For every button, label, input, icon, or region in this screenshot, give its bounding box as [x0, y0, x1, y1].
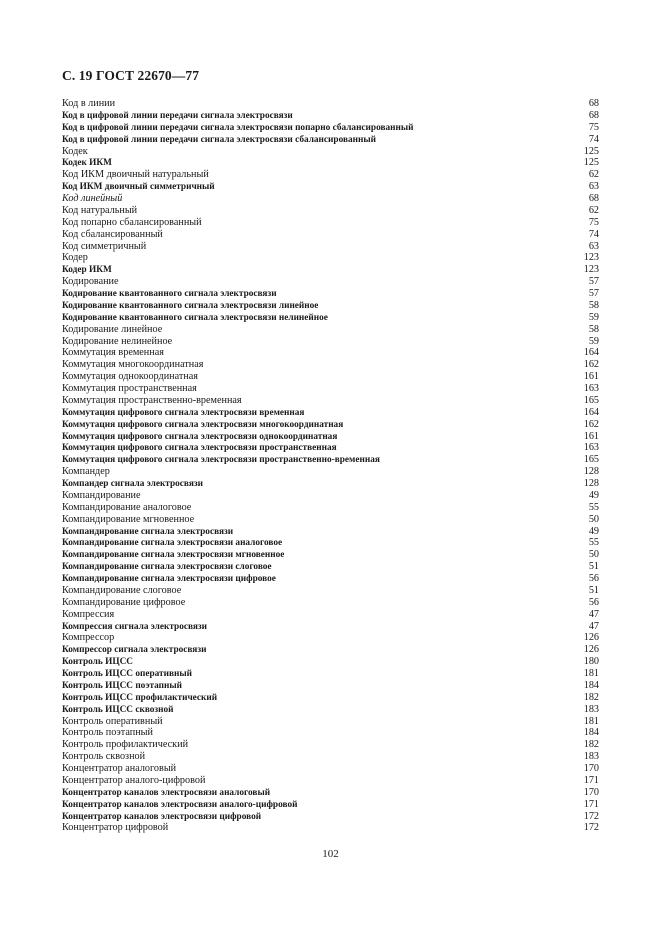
index-entry [62, 407, 599, 419]
index-term: Коммутация временная [62, 347, 164, 359]
index-page-ref: 63 [588, 181, 599, 193]
index-term: Концентратор цифровой [62, 822, 169, 834]
index-term: Контроль ИЦСС [62, 657, 134, 668]
index-entry [62, 110, 599, 122]
index-page-ref: 164 [583, 406, 599, 418]
index-term: Компрессия [62, 608, 115, 620]
index-term: Коммутация цифрового сигнала электросвязи однокоординатная [62, 431, 338, 442]
index-page-ref: 56 [588, 573, 599, 584]
index-entry [62, 252, 599, 264]
index-entry [62, 727, 599, 739]
index-entry [62, 395, 599, 407]
index-term: Код симметричный [62, 240, 147, 252]
index-term: Компандирование мгновенное [62, 513, 195, 525]
index-entry [62, 502, 599, 514]
index-entry [62, 751, 599, 763]
index-term: Кодек [62, 145, 88, 157]
index-term: Кодирование квантованного сигнала электросвязи [62, 289, 277, 299]
index-page-ref: 161 [583, 371, 599, 383]
index-entry [62, 122, 599, 134]
index-page-ref: 165 [583, 454, 599, 466]
index-term: Концентратор аналого-цифровой [62, 774, 206, 786]
index-page-ref: 50 [588, 513, 599, 525]
index-entry [62, 763, 599, 775]
index-page-ref: 171 [583, 774, 599, 786]
index-page-ref: 128 [583, 478, 599, 489]
index-entry [62, 454, 599, 466]
index-term: Концентратор каналов электросвязи аналоговый [62, 787, 271, 798]
index-term: Кодирование линейное [62, 323, 163, 335]
index-term: Компандирование слоговое [62, 584, 182, 596]
index-term: Кодер [62, 252, 88, 264]
index-page-ref: 162 [583, 359, 599, 371]
index-term: Коммутация многокоординатная [62, 359, 204, 371]
index-page-ref: 161 [583, 430, 599, 442]
index-page-ref: 182 [583, 739, 599, 751]
index-page-ref: 47 [588, 608, 599, 620]
index-page-ref: 184 [583, 679, 599, 691]
index-term: Код линейный [62, 193, 123, 204]
index-term: Компандирование аналоговое [62, 501, 192, 513]
index-page-ref: 184 [583, 727, 599, 739]
index-page-ref: 63 [588, 240, 599, 252]
index-page-ref: 123 [583, 264, 599, 276]
index-page-ref: 68 [588, 98, 599, 109]
index-page-ref: 170 [583, 786, 599, 798]
index-entry [62, 442, 599, 454]
index-page-ref: 57 [588, 288, 599, 299]
index-page-ref: 75 [588, 121, 599, 133]
index-page-ref: 125 [583, 145, 599, 157]
index-page-ref: 59 [588, 311, 599, 323]
index-page-ref: 181 [583, 715, 599, 727]
index-entry [62, 205, 599, 217]
index-entry [62, 668, 599, 680]
index-page-ref: 183 [583, 703, 599, 715]
index-term: Компандирование сигнала электросвязи [62, 526, 234, 537]
index-page-ref: 49 [588, 489, 599, 501]
index-page-ref: 181 [583, 668, 599, 679]
index-entry [62, 561, 599, 573]
index-page-ref: 55 [588, 501, 599, 513]
index-page-ref: 128 [583, 466, 599, 478]
index-entry [62, 359, 599, 371]
index-term: Коммутация однокоординатная [62, 371, 198, 383]
index-entry [62, 98, 599, 110]
index-entry [62, 169, 599, 181]
index-entry [62, 288, 599, 300]
index-term: Компандирование сигнала электросвязи мгновенное [62, 550, 285, 561]
index-entry [62, 739, 599, 751]
index-page-ref: 165 [583, 394, 599, 406]
index-term: Контроль оперативный [62, 715, 163, 727]
index-term: Контроль поэтапный [62, 727, 153, 739]
index-entry [62, 704, 599, 716]
index-term: Код в линии [62, 98, 116, 109]
index-page-ref: 58 [588, 323, 599, 335]
index-page-ref: 123 [583, 252, 599, 264]
index-page-ref: 75 [588, 216, 599, 228]
index-entry [62, 644, 599, 656]
index-entry [62, 514, 599, 526]
index-entry [62, 312, 599, 324]
index-page-ref: 51 [588, 584, 599, 596]
index-page-ref: 180 [583, 656, 599, 668]
index-page-ref: 126 [583, 632, 599, 644]
index-entry [62, 419, 599, 431]
index-term: Коммутация цифрового сигнала электросвязи временная [62, 407, 305, 418]
index-page-ref: 49 [588, 525, 599, 537]
index-page-ref: 57 [588, 276, 599, 288]
index-entry [62, 775, 599, 787]
index-term: Контроль ИЦСС поэтапный [62, 680, 183, 691]
index-entry [62, 680, 599, 692]
index-entry [62, 336, 599, 348]
index-term: Компандирование сигнала электросвязи цифровое [62, 574, 276, 584]
index-page-ref: 55 [588, 537, 599, 549]
index-term: Компандирование цифровое [62, 596, 186, 608]
index-entry [62, 787, 599, 799]
index-entry [62, 585, 599, 597]
index-entry [62, 229, 599, 241]
index-term: Компандирование сигнала электросвязи слоговое [62, 562, 272, 573]
index-page-ref: 68 [588, 109, 599, 121]
index-term: Концентратор аналоговый [62, 763, 177, 774]
index-entry [62, 157, 599, 169]
index-page-ref: 170 [583, 763, 599, 774]
index-term: Код натуральный [62, 204, 138, 216]
index-entry [62, 609, 599, 621]
index-term: Контроль ИЦСС сквозной [62, 704, 174, 715]
index-page-ref: 58 [588, 299, 599, 311]
index-term: Код сбалансированный [62, 228, 163, 240]
index-entry [62, 597, 599, 609]
index-page-ref: 62 [588, 204, 599, 216]
index-page-ref: 163 [583, 383, 599, 394]
index-term: Компрессор [62, 632, 115, 644]
index-entry [62, 324, 599, 336]
index-entry [62, 371, 599, 383]
index-entry [62, 549, 599, 561]
index-term: Коммутация пространственно-временная [62, 394, 242, 406]
index-term: Код в цифровой линии передачи сигнала электросвязи попарно сбалансированный [62, 122, 414, 133]
index-entry [62, 573, 599, 585]
index-term: Кодер ИКМ [62, 265, 112, 276]
index-term: Компандирование [62, 489, 141, 501]
index-entry [62, 181, 599, 193]
index-term: Компандер сигнала электросвязи [62, 479, 203, 489]
index-page-ref: 163 [583, 442, 599, 454]
index-page-ref: 50 [588, 549, 599, 561]
index-entry [62, 134, 599, 146]
index-term: Контроль ИЦСС оперативный [62, 669, 192, 679]
index-entry [62, 146, 599, 158]
index-term: Код ИКМ двоичный натуральный [62, 169, 209, 181]
index-entry [62, 526, 599, 538]
index-entry [62, 217, 599, 229]
index-page-ref: 62 [588, 169, 599, 181]
index-entry [62, 811, 599, 823]
index-entry [62, 716, 599, 728]
index-page-ref: 56 [588, 596, 599, 608]
index-entry [62, 822, 599, 834]
index-term: Контроль сквозной [62, 751, 146, 763]
index-term: Компандирование сигнала электросвязи аналоговое [62, 538, 283, 549]
index-entry [62, 347, 599, 359]
page-number: 102 [322, 848, 339, 860]
index-page-ref: 74 [588, 133, 599, 145]
index-page-ref: 125 [583, 157, 599, 169]
index-entry [62, 478, 599, 490]
index-entry [62, 193, 599, 205]
index-page-ref: 164 [583, 347, 599, 359]
index-entry [62, 300, 599, 312]
index-term: Код ИКМ двоичный симметричный [62, 182, 215, 193]
index-entry [62, 241, 599, 253]
index-term: Коммутация цифрового сигнала электросвязи многокоординатная [62, 419, 344, 430]
index-term: Кодек ИКМ [62, 158, 112, 169]
term-index-list [62, 98, 599, 834]
index-page-ref: 51 [588, 561, 599, 573]
index-page-ref: 126 [583, 644, 599, 656]
index-entry [62, 383, 599, 395]
index-entry [62, 537, 599, 549]
index-entry [62, 431, 599, 443]
index-term: Код в цифровой линии передачи сигнала электросвязи сбалансированный [62, 134, 376, 145]
index-page-ref: 59 [588, 335, 599, 347]
index-page-ref: 162 [583, 418, 599, 430]
index-entry [62, 264, 599, 276]
page-header: С. 19 ГОСТ 22670—77 [62, 68, 200, 83]
index-entry [62, 632, 599, 644]
index-term: Код попарно сбалансированный [62, 216, 202, 228]
index-term: Кодирование квантованного сигнала электросвязи линейное [62, 300, 319, 311]
index-term: Компрессор сигнала электросвязи [62, 645, 207, 656]
index-term: Кодирование нелинейное [62, 335, 173, 347]
index-page-ref: 171 [583, 798, 599, 810]
index-term: Концентратор каналов электросвязи аналого-цифровой [62, 799, 298, 810]
index-term: Контроль ИЦСС профилактический [62, 692, 218, 703]
index-entry [62, 466, 599, 478]
index-page-ref: 68 [588, 193, 599, 204]
index-page-ref: 74 [588, 228, 599, 240]
index-page-ref: 47 [588, 620, 599, 632]
index-term: Кодирование квантованного сигнала электросвязи нелинейное [62, 312, 328, 323]
index-entry [62, 276, 599, 288]
index-term: Контроль профилактический [62, 739, 189, 751]
index-page-ref: 172 [583, 810, 599, 822]
index-term: Компрессия сигнала электросвязи [62, 621, 207, 632]
index-entry [62, 656, 599, 668]
index-page-ref: 172 [583, 822, 599, 834]
index-term: Коммутация цифрового сигнала электросвязи пространственная [62, 443, 337, 454]
index-term: Коммутация пространственная [62, 383, 197, 394]
index-term: Кодирование [62, 276, 119, 288]
index-page-ref: 182 [583, 691, 599, 703]
index-entry [62, 692, 599, 704]
index-term: Коммутация цифрового сигнала электросвязи пространственно-временная [62, 455, 380, 466]
index-term: Концентратор каналов электросвязи цифровой [62, 811, 262, 822]
index-entry [62, 799, 599, 811]
index-term: Компандер [62, 466, 110, 478]
index-entry [62, 490, 599, 502]
index-entry [62, 621, 599, 633]
index-page-ref: 183 [583, 751, 599, 763]
index-term: Код в цифровой линии передачи сигнала электросвязи [62, 110, 293, 121]
